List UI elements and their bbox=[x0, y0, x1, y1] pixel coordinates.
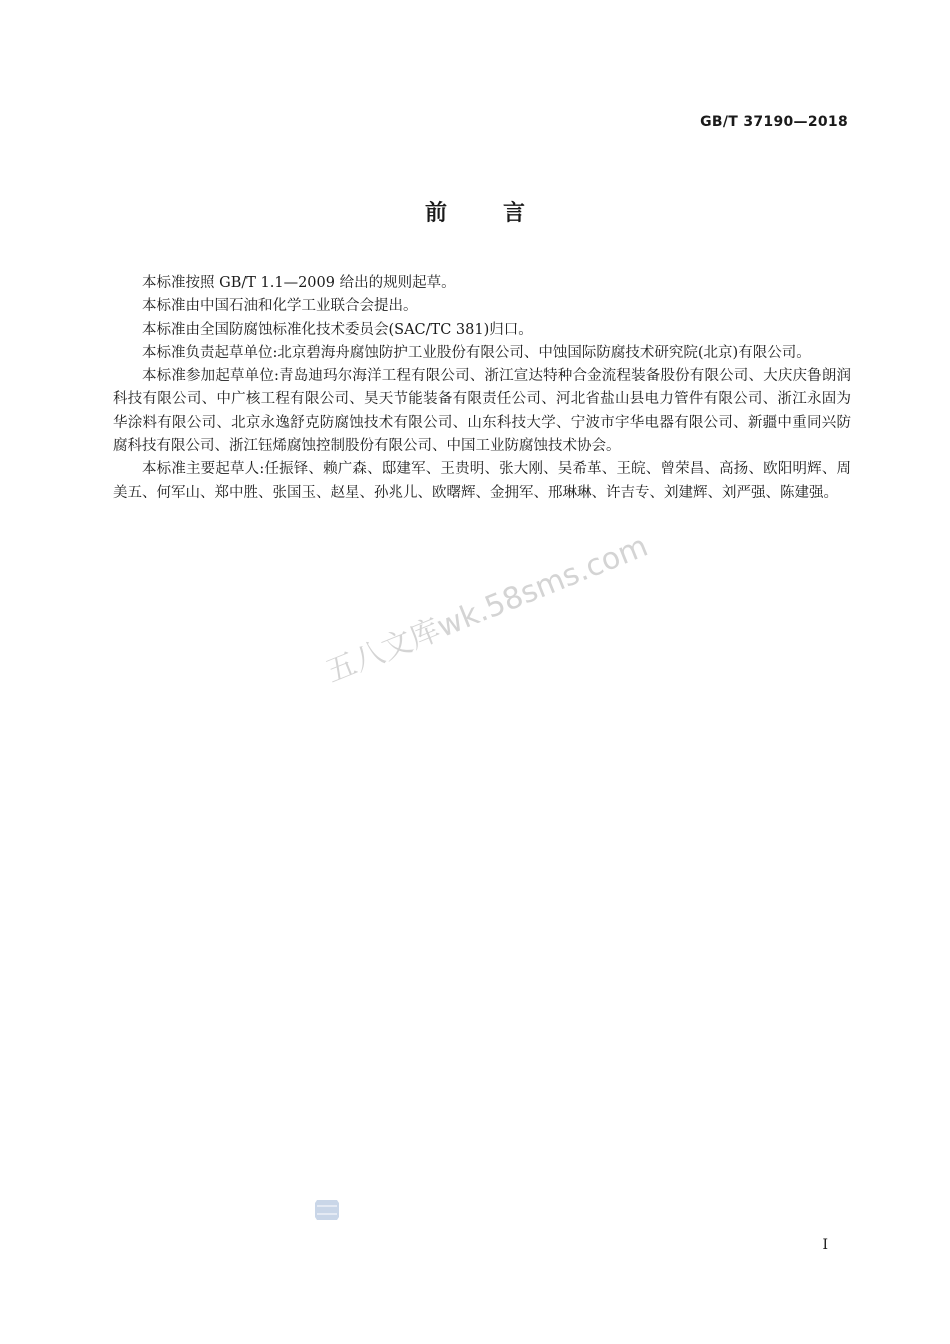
paragraph-proposer: 本标准由中国石油和化学工业联合会提出。 bbox=[142, 298, 418, 315]
page-number: I bbox=[822, 1237, 828, 1253]
paragraph-committee: 本标准由全国防腐蚀标准化技术委员会(SAC/TC 381)归口。 bbox=[142, 321, 533, 338]
sac-logo-icon bbox=[314, 1199, 340, 1221]
paragraph-lead-drafters: 本标准负责起草单位:北京碧海舟腐蚀防护工业股份有限公司、中蚀国际防腐技术研究院(北京)有限公司。 bbox=[142, 344, 811, 361]
standard-number: GB/T 37190—2018 bbox=[700, 114, 848, 130]
foreword-body bbox=[113, 272, 851, 505]
paragraph-drafting-rules: 本标准按照 GB/T 1.1—2009 给出的规则起草。 bbox=[142, 275, 456, 291]
paragraph-main-drafters: 本标准主要起草人:任振铎、赖广森、邸建军、王贵明、张大刚、吴希革、王皖、曾荣昌、高扬、欧阳明辉、周美五、何军山、郑中胜、张国玉、赵星、孙兆儿、欧曙辉、金拥军、邢琳琳、许吉专、刘建辉、刘严强、陈建强。 bbox=[113, 461, 851, 501]
paragraph-participating-drafters: 本标准参加起草单位:青岛迪玛尔海洋工程有限公司、浙江宣达特种合金流程装备股份有限公司、大庆庆鲁朗润科技有限公司、中广核工程有限公司、昊天节能装备有限责任公司、河北省盐山县电力管件有限公司、浙江永固为华涂料有限公司、北京永逸舒克防腐蚀技术有限公司、山东科技大学、宁波市宇华电器有限公司、新疆中重同兴防腐科技有限公司、浙江钰烯腐蚀控制股份有限公司、中国工业防腐蚀技术协会。 bbox=[113, 368, 851, 455]
watermark: 五八文库wk.58sms.com bbox=[320, 528, 653, 690]
page-title: 前言 bbox=[424, 201, 581, 226]
